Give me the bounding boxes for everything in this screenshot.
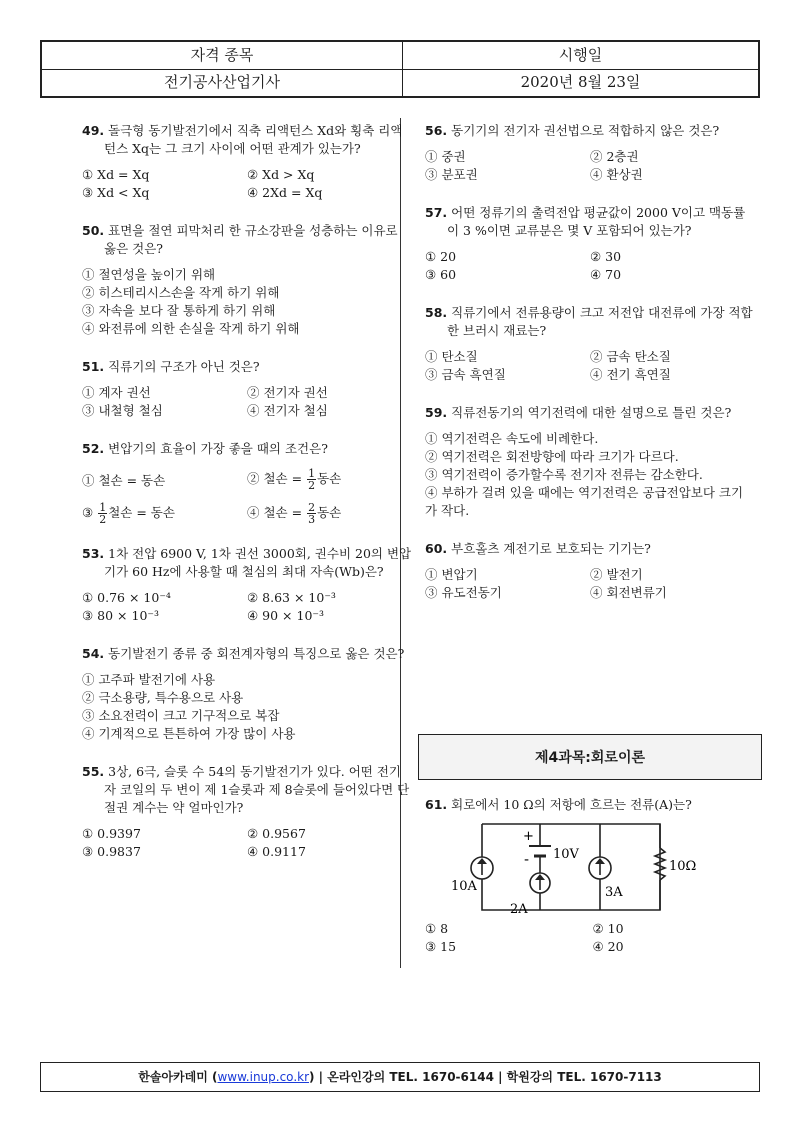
option-1[interactable]: ① 0.9397 — [82, 826, 141, 841]
option-2[interactable]: ② 0.9567 — [247, 826, 306, 841]
question-text: 직류기에서 전류용량이 크고 저전압 대전류에 가장 적합한 브러시 재료는? — [447, 305, 753, 338]
question-text: 회로에서 10 Ω의 저항에 흐르는 전류(A)는? — [451, 797, 692, 812]
options — [425, 248, 755, 284]
options — [82, 468, 412, 525]
option-1[interactable]: ① 철손 = 동손 — [82, 473, 166, 488]
label-minus: - — [524, 852, 530, 868]
question-text: 동기발전기 종류 중 회전계자형의 특징으로 옳은 것은? — [108, 646, 405, 661]
option-3[interactable]: ③ 역기전력이 증가할수록 전기자 전류는 감소한다. — [425, 467, 703, 482]
option-4[interactable]: ④ 회전변류기 — [590, 585, 667, 600]
option-3[interactable]: ③ 80 × 10⁻³ — [82, 608, 160, 623]
label-plus: + — [523, 829, 534, 844]
option-3[interactable]: ③ 유도전동기 — [425, 585, 502, 600]
option-1[interactable]: ① 중권 — [425, 149, 466, 164]
option-1[interactable]: ① 역기전력은 속도에 비례한다. — [425, 431, 599, 446]
question-58 — [425, 304, 755, 384]
question-57 — [425, 204, 755, 284]
question-number: 53. — [82, 546, 105, 561]
option-2[interactable]: ② Xd > Xq — [247, 167, 315, 182]
current-source-2a — [530, 873, 550, 893]
option-4[interactable]: ④ 0.9117 — [247, 844, 306, 859]
question-number: 49. — [82, 123, 105, 138]
label-10v: 10V — [553, 847, 579, 862]
option-2[interactable]: ② 2층권 — [590, 149, 639, 164]
fraction: $\frac{2}{3}$ — [308, 501, 316, 526]
option-1[interactable]: ① 계자 권선 — [82, 385, 151, 400]
question-61 — [425, 796, 760, 956]
question-49 — [82, 122, 412, 202]
question-text: 동기기의 전기자 권선법으로 적합하지 않은 것은? — [451, 123, 720, 138]
option-2[interactable]: ② 30 — [590, 249, 622, 264]
header-table — [40, 40, 760, 98]
options — [425, 920, 760, 956]
question-number: 58. — [425, 305, 448, 320]
option-4[interactable]: ④ 환상권 — [590, 167, 643, 182]
option-4[interactable]: ④ 부하가 걸려 있을 때에는 역기전력은 공급전압보다 크기가 작다. — [425, 485, 744, 518]
header-subject: 전기공사산업기사 — [42, 69, 403, 96]
option-4[interactable]: ④ 와전류에 의한 손실을 작게 하기 위해 — [82, 321, 300, 336]
fraction: $\frac{1}{2}$ — [99, 501, 107, 526]
options — [82, 384, 412, 420]
question-number: 56. — [425, 123, 448, 138]
options — [425, 566, 755, 602]
question-text: 변압기의 효율이 가장 좋을 때의 조건은? — [108, 441, 328, 456]
footer — [40, 1062, 760, 1092]
options — [425, 430, 755, 520]
question-50 — [82, 222, 412, 338]
option-2[interactable]: ② 금속 탄소질 — [590, 349, 671, 364]
question-52 — [82, 440, 412, 525]
option-1[interactable]: ① 20 — [425, 249, 457, 264]
option-1[interactable]: ① 절연성을 높이기 위해 — [82, 267, 216, 282]
options — [82, 671, 412, 743]
question-number: 54. — [82, 646, 105, 661]
question-53 — [82, 545, 412, 625]
option-3[interactable]: ③ 0.9837 — [82, 844, 141, 859]
options — [425, 348, 755, 384]
question-text: 1차 전압 6900 V, 1차 권선 3000회, 권수비 20의 변압기가 60 Hz에 사용할 때 철심의 최대 자속(Wb)은? — [104, 546, 412, 579]
option-3[interactable]: ③ 소요전력이 크고 기구적으로 복잡 — [82, 708, 280, 723]
option-4[interactable]: ④ 90 × 10⁻³ — [247, 608, 325, 623]
option-3[interactable]: ③ 금속 흑연질 — [425, 367, 506, 382]
option-3[interactable]: ③ 자속을 보다 잘 통하게 하기 위해 — [82, 303, 276, 318]
option-2[interactable]: ② 전기자 권선 — [247, 385, 328, 400]
question-number: 59. — [425, 405, 448, 420]
option-3[interactable]: ③ $\frac{1}{2}$ 철손 = 동손 — [82, 501, 175, 526]
question-number: 51. — [82, 359, 105, 374]
option-4[interactable]: ④ 전기 흑연질 — [590, 367, 671, 382]
question-number: 55. — [82, 764, 105, 779]
question-number: 60. — [425, 541, 448, 556]
current-source-10a — [471, 857, 493, 879]
section-heading-box — [418, 734, 762, 780]
question-text: 직류전동기의 역기전력에 대한 설명으로 틀린 것은? — [451, 405, 732, 420]
option-2[interactable]: ② 극소용량, 특수용으로 사용 — [82, 690, 244, 705]
question-text: 부흐홀츠 계전기로 보호되는 기기는? — [451, 541, 651, 556]
option-4[interactable]: ④ 2Xd = Xq — [247, 185, 323, 200]
question-text: 표면을 절연 피막처리 한 규소강판을 성층하는 이유로 옳은 것은? — [104, 223, 398, 256]
current-source-3a — [589, 857, 611, 879]
option-2[interactable]: ② 10 — [592, 921, 624, 936]
question-text: 직류기의 구조가 아닌 것은? — [108, 359, 260, 374]
header-label-subject: 자격 종목 — [42, 42, 403, 69]
options — [82, 166, 412, 202]
options — [82, 266, 412, 338]
option-4[interactable]: ④ 20 — [592, 939, 624, 954]
header-row-values — [42, 69, 758, 96]
question-55 — [82, 763, 412, 861]
footer-contacts: ) | 온라인강의 TEL. 1670-6144 | 학원강의 TEL. 1670-7113 — [309, 1070, 662, 1084]
options — [82, 589, 412, 625]
question-60 — [425, 540, 755, 602]
option-2[interactable]: ② 발전기 — [590, 567, 643, 582]
header-date: 2020년 8월 23일 — [520, 73, 641, 91]
option-1[interactable]: ① 0.76 × 10⁻⁴ — [82, 590, 171, 605]
option-2[interactable]: ② 히스테리시스손을 작게 하기 위해 — [82, 285, 280, 300]
left-column — [82, 120, 412, 861]
option-1[interactable]: ① Xd = Xq — [82, 167, 150, 182]
option-4[interactable]: ④ 전기자 철심 — [247, 403, 328, 418]
right-column — [425, 120, 755, 602]
option-2[interactable]: ② 역기전력은 회전방향에 따라 크기가 다르다. — [425, 449, 679, 464]
question-text: 어떤 정류기의 출력전압 평균값이 2000 V이고 맥동률이 3 %이면 교류분은 몇 V 포함되어 있는가? — [447, 205, 746, 238]
option-1[interactable]: ① 탄소질 — [425, 349, 478, 364]
section-title: 제4과목:회로이론 — [534, 750, 645, 766]
header-row-labels — [42, 42, 758, 70]
circuit-diagram — [425, 818, 735, 918]
option-3[interactable]: ③ Xd < Xq — [82, 185, 150, 200]
option-1[interactable]: ① 고주파 발전기에 사용 — [82, 672, 216, 687]
question-51 — [82, 358, 412, 420]
option-2[interactable]: ② 철손 = $\frac{1}{2}$ 동손 — [247, 467, 342, 492]
question-text: 돌극형 동기발전기에서 직축 리액턴스 Xd와 횡축 리액턴스 Xq는 그 크기 사이에 어떤 관계가 있는가? — [104, 123, 403, 156]
question-59 — [425, 404, 755, 520]
option-2[interactable]: ② 8.63 × 10⁻³ — [247, 590, 336, 605]
question-text: 3상, 6극, 슬롯 수 54의 동기발전기가 있다. 어떤 전기자 코일의 두 변이 제 1슬롯과 제 8슬롯에 들어있다면 단절권 계수는 약 얼마인가? — [104, 764, 410, 815]
options — [425, 148, 755, 184]
options — [82, 825, 412, 861]
fraction: $\frac{1}{2}$ — [308, 467, 316, 492]
option-4[interactable]: ④ 기계적으로 튼튼하여 가장 많이 사용 — [82, 726, 296, 741]
question-number: 61. — [425, 797, 448, 812]
option-1[interactable]: ① 변압기 — [425, 567, 478, 582]
option-3[interactable]: ③ 60 — [425, 267, 457, 282]
option-3[interactable]: ③ 15 — [425, 939, 457, 954]
question-number: 50. — [82, 223, 105, 238]
option-4[interactable]: ④ 철손 = $\frac{2}{3}$ 동손 — [247, 501, 342, 526]
option-4[interactable]: ④ 70 — [590, 267, 622, 282]
footer-academy: 한솔아카데미 ( — [138, 1070, 218, 1084]
label-10a: 10A — [451, 879, 477, 894]
footer-website-link[interactable]: www.inup.co.kr — [217, 1070, 310, 1084]
question-56 — [425, 122, 755, 184]
option-3[interactable]: ③ 분포권 — [425, 167, 478, 182]
question-number: 57. — [425, 205, 448, 220]
option-1[interactable]: ① 8 — [425, 921, 449, 936]
question-number: 52. — [82, 441, 105, 456]
label-10ohm: 10Ω — [669, 859, 697, 874]
label-3a: 3A — [605, 885, 623, 900]
option-3[interactable]: ③ 내철형 철심 — [82, 403, 163, 418]
label-2a: 2A — [510, 902, 528, 917]
question-54 — [82, 645, 412, 743]
header-label-date: 시행일 — [558, 46, 603, 64]
